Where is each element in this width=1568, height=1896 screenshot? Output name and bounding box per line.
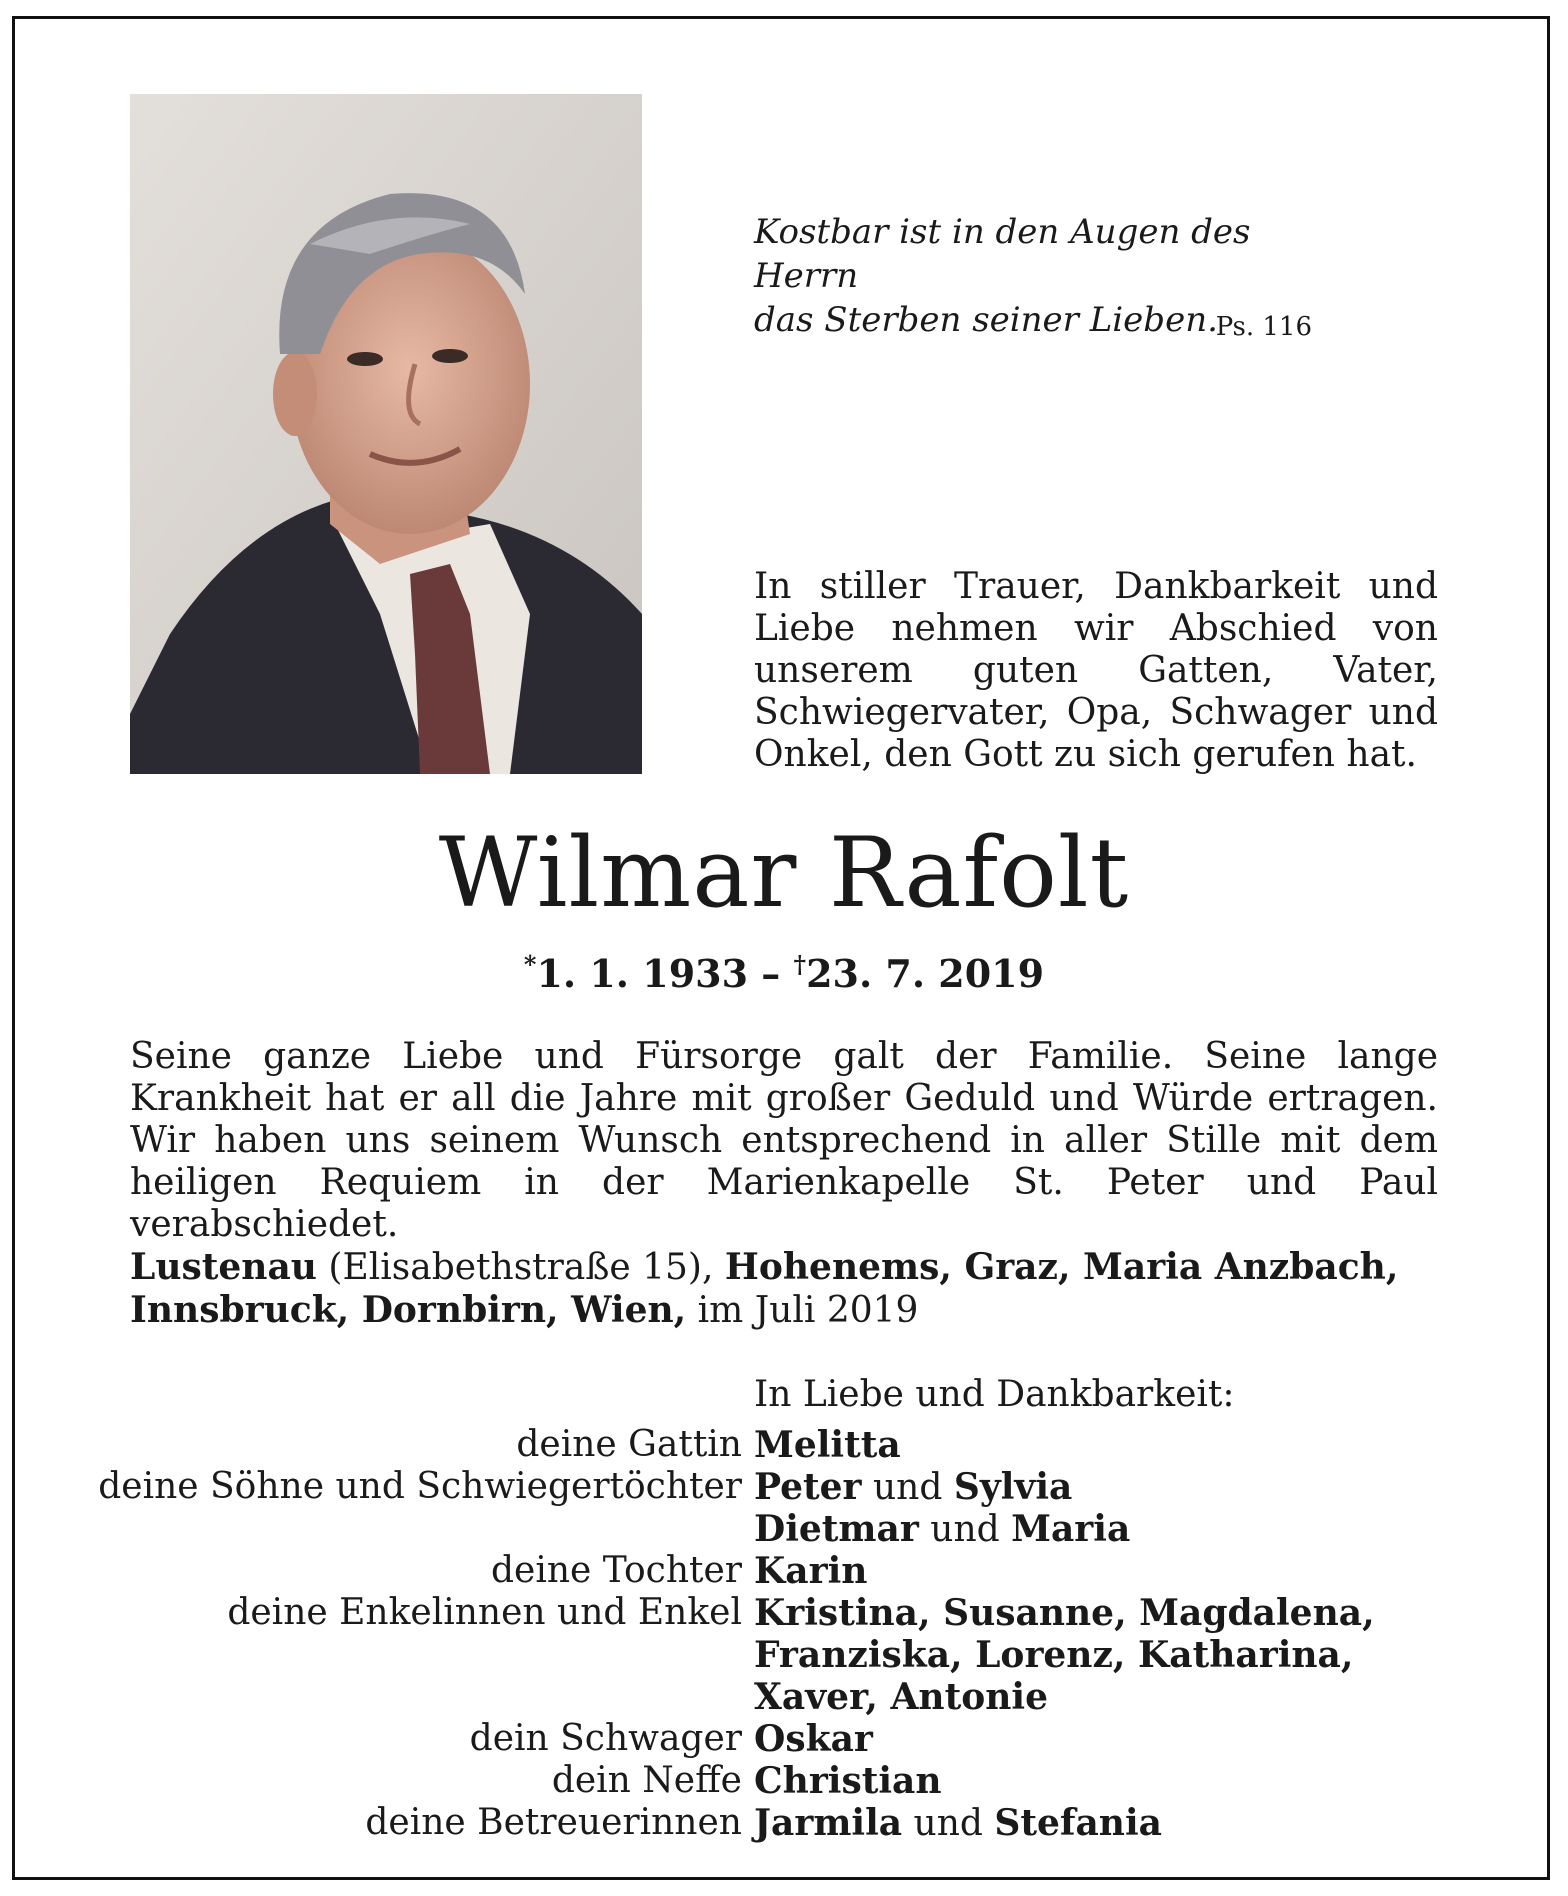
family-row xyxy=(0,1466,1568,1508)
family-row xyxy=(0,1718,1568,1760)
birth-date: 1. 1. 1933 xyxy=(536,951,749,996)
family-names xyxy=(754,1634,1353,1677)
family-name: Peter xyxy=(754,1466,862,1508)
dank-heading: In Liebe und Dankbarkeit: xyxy=(754,1374,1235,1415)
family-names xyxy=(754,1466,1072,1509)
family-name: Jarmila xyxy=(754,1802,903,1844)
relation-label: deine Betreuerinnen xyxy=(365,1802,742,1843)
family-name: Kristina, Susanne, Magdalena, xyxy=(754,1592,1375,1634)
family-row xyxy=(0,1424,1568,1466)
family-row xyxy=(0,1508,1568,1550)
conjunction: und xyxy=(902,1803,995,1844)
death-date: 23. 7. 2019 xyxy=(806,951,1045,996)
relation-label: deine Tochter xyxy=(490,1550,742,1591)
relation-label: deine Gattin xyxy=(516,1424,742,1465)
conjunction: und xyxy=(861,1467,954,1508)
family-names xyxy=(754,1676,1048,1719)
family-row xyxy=(0,1550,1568,1592)
family-name: Maria xyxy=(1011,1508,1131,1550)
places-line xyxy=(130,1246,1438,1332)
place-lustenau: Lustenau xyxy=(130,1246,317,1288)
places-group-1: Hohenems, Graz, Maria Anzbach, xyxy=(724,1246,1399,1288)
family-row xyxy=(0,1676,1568,1718)
quote-line-2: das Sterben seiner Lieben. xyxy=(754,300,1218,340)
family-names xyxy=(754,1760,942,1803)
family-name: Melitta xyxy=(754,1424,901,1466)
family-row xyxy=(0,1592,1568,1634)
family-names xyxy=(754,1424,901,1467)
tribute-text: Seine ganze Liebe und Fürsorge galt der Familie. Seine lange Krankheit hat er all die Jahre mit großer Geduld und Würde ertragen. Wir haben uns seinem Wunsch entsprechend in aller Stille mit dem heiligen Requiem in der Marienkapelle St. Peter und Paul verabschiedet. xyxy=(130,1036,1438,1245)
birth-symbol: * xyxy=(523,950,537,979)
date-separator: – xyxy=(748,951,794,996)
portrait-photo xyxy=(130,94,642,774)
family-name: Sylvia xyxy=(953,1466,1073,1508)
family-name: Karin xyxy=(754,1550,868,1592)
family-name: Christian xyxy=(754,1760,942,1802)
family-name: Franziska, Lorenz, Katharina, xyxy=(754,1634,1354,1676)
life-dates xyxy=(0,950,1568,996)
relation-label: dein Schwager xyxy=(469,1718,742,1759)
family-names xyxy=(754,1802,1162,1845)
relation-label: dein Neffe xyxy=(551,1760,742,1801)
relation-label: deine Söhne und Schwiegertöchter xyxy=(98,1466,742,1507)
family-names xyxy=(754,1718,873,1761)
family-names xyxy=(754,1508,1130,1551)
family-name: Oskar xyxy=(754,1718,873,1760)
family-names xyxy=(754,1592,1375,1635)
death-symbol: † xyxy=(793,950,807,979)
relation-label: deine Enkelinnen und Enkel xyxy=(227,1592,742,1633)
family-names xyxy=(754,1550,867,1593)
family-name: Stefania xyxy=(994,1802,1162,1844)
date-note: im Juli 2019 xyxy=(686,1290,919,1331)
conjunction: und xyxy=(918,1509,1012,1550)
quote-line-1: Kostbar ist in den Augen des Herrn xyxy=(754,212,1251,296)
deceased-name: Wilmar Rafolt xyxy=(438,817,1130,929)
places-group-2: Innsbruck, Dornbirn, Wien, xyxy=(130,1289,687,1331)
family-row xyxy=(0,1802,1568,1844)
intro-text: In stiller Trauer, Dankbarkeit und Liebe nehmen wir Abschied von unserem guten Gatten, Vater, Schwiegervater, Opa, Schwager und Onkel, den Gott zu sich gerufen hat. xyxy=(754,566,1438,775)
place-address: (Elisabethstraße 15), xyxy=(316,1247,725,1288)
family-row xyxy=(0,1760,1568,1802)
family-name: Xaver, Antonie xyxy=(754,1676,1048,1718)
family-list xyxy=(0,1424,1568,1844)
family-row xyxy=(0,1634,1568,1676)
family-name: Dietmar xyxy=(754,1508,919,1550)
quote-reference: Ps. 116 xyxy=(1215,312,1312,342)
